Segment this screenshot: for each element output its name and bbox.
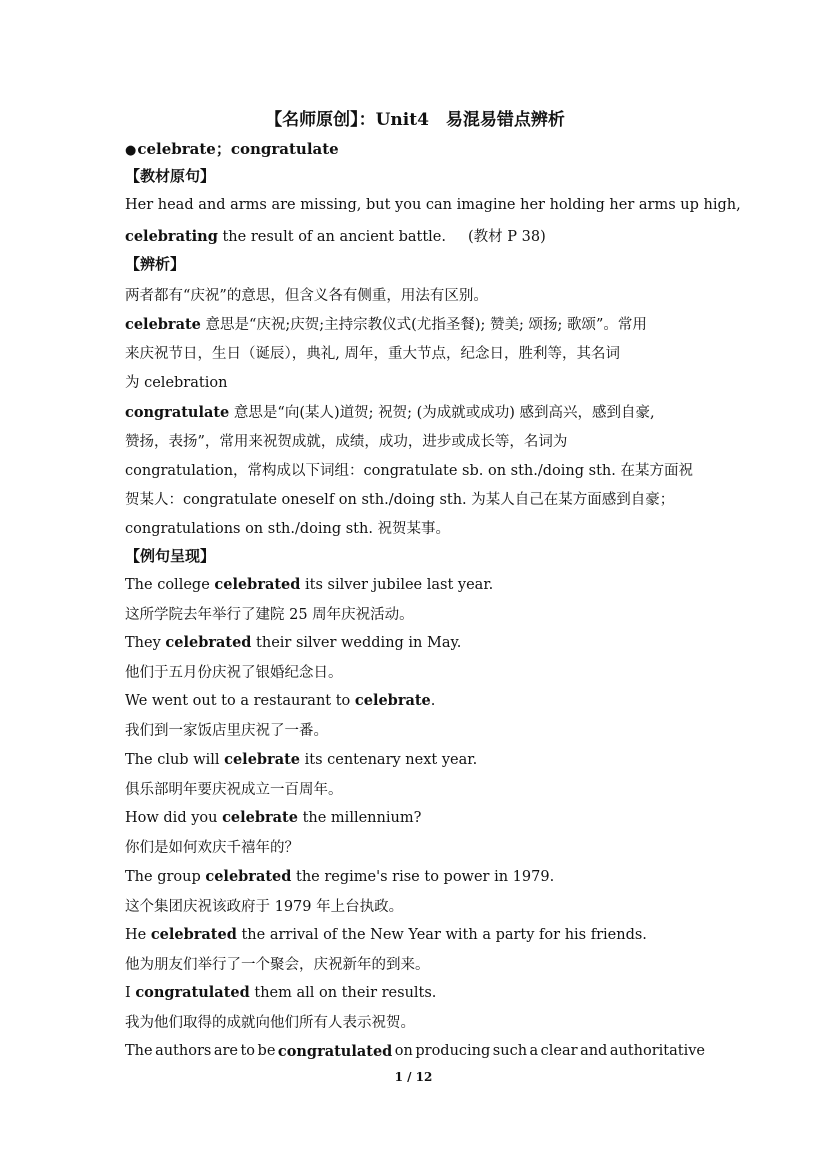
example-zh: 你们是如何欢庆千禧年的？ — [125, 840, 299, 856]
example-zh: 这个集团庆祝该政府于 1979 年上台执政。 — [125, 899, 404, 915]
example-zh: 我们到一家饭店里庆祝了一番。 — [125, 723, 328, 739]
example-en: They celebrated their silver wedding in May. — [125, 634, 462, 651]
bullet-icon: ● — [125, 143, 137, 158]
example-zh: 这所学院去年举行了建院 25 周年庆祝活动。 — [125, 607, 414, 623]
celebrate-definition-line3: 为 celebration — [125, 375, 228, 391]
example-en: The group celebrated the regime's rise to power in 1979. — [125, 868, 555, 885]
word-pair-heading: ●celebrate；congratulate — [125, 140, 339, 158]
page-title: 【名师原创】：Unit4 易混易错点辨析 — [265, 110, 565, 130]
congratulate-definition-line2: 赞扬，表扬”，常用来祝贺成就，成绩，成功，进步或成长等，名词为 — [125, 434, 568, 450]
celebrate-definition-line2: 来庆祝节日，生日（诞辰），典礼, 周年，重大节点，纪念日，胜利等，其名词 — [125, 346, 620, 362]
example-zh: 他们于五月份庆祝了银婚纪念日。 — [125, 665, 343, 681]
example-en: We went out to a restaurant to celebrate. — [125, 692, 436, 709]
source-sentence-line1: Her head and arms are missing, but you can imagine her holding her arms up high, — [125, 197, 741, 213]
congratulate-definition-line1: congratulate 意思是“向(某人)道贺; 祝贺; (为成就或成功) 感到高兴，感到自豪, — [125, 404, 655, 421]
section-heading-source: 【教材原句】 — [125, 167, 216, 185]
source-sentence-line2: celebrating the result of an ancient battle. (教材 P 38) — [125, 228, 546, 245]
congratulate-definition-line3: congratulation，常构成以下词组：congratulate sb. on sth./doing sth. 在某方面祝 — [125, 463, 693, 479]
celebrate-definition-line1: celebrate 意思是“庆祝;庆贺;主持宗教仪式(尤指圣餐); 赞美; 颂扬; 歌颂”。常用 — [125, 316, 647, 333]
example-zh: 我为他们取得的成就向他们所有人表示祝贺。 — [125, 1015, 415, 1031]
example-zh: 他为朋友们举行了一个聚会，庆祝新年的到来。 — [125, 957, 430, 973]
analysis-intro: 两者都有“庆祝”的意思，但含义各有侧重，用法有区别。 — [125, 288, 488, 304]
congratulate-definition-line4: 贺某人：congratulate oneself on sth./doing sth. 为某人自己在某方面感到自豪； — [125, 492, 675, 508]
example-en: He celebrated the arrival of the New Year with a party for his friends. — [125, 926, 647, 943]
example-en: How did you celebrate the millennium? — [125, 809, 422, 826]
example-zh: 俱乐部明年要庆祝成立一百周年。 — [125, 782, 343, 798]
example-en-last: The authors are to be congratulated on producing such a clear and authoritative — [125, 1043, 705, 1060]
congratulate-definition-line5: congratulations on sth./doing sth. 祝贺某事。 — [125, 521, 451, 537]
example-en: The club will celebrate its centenary next year. — [125, 751, 478, 768]
section-heading-analysis: 【辨析】 — [125, 255, 186, 273]
textbook-reference: (教材 P 38) — [468, 229, 546, 245]
example-en: I congratulated them all on their results. — [125, 984, 437, 1001]
section-heading-examples: 【例句呈现】 — [125, 547, 216, 565]
example-en: The college celebrated its silver jubilee last year. — [125, 576, 494, 593]
page-number: 1 / 12 — [394, 1070, 433, 1084]
